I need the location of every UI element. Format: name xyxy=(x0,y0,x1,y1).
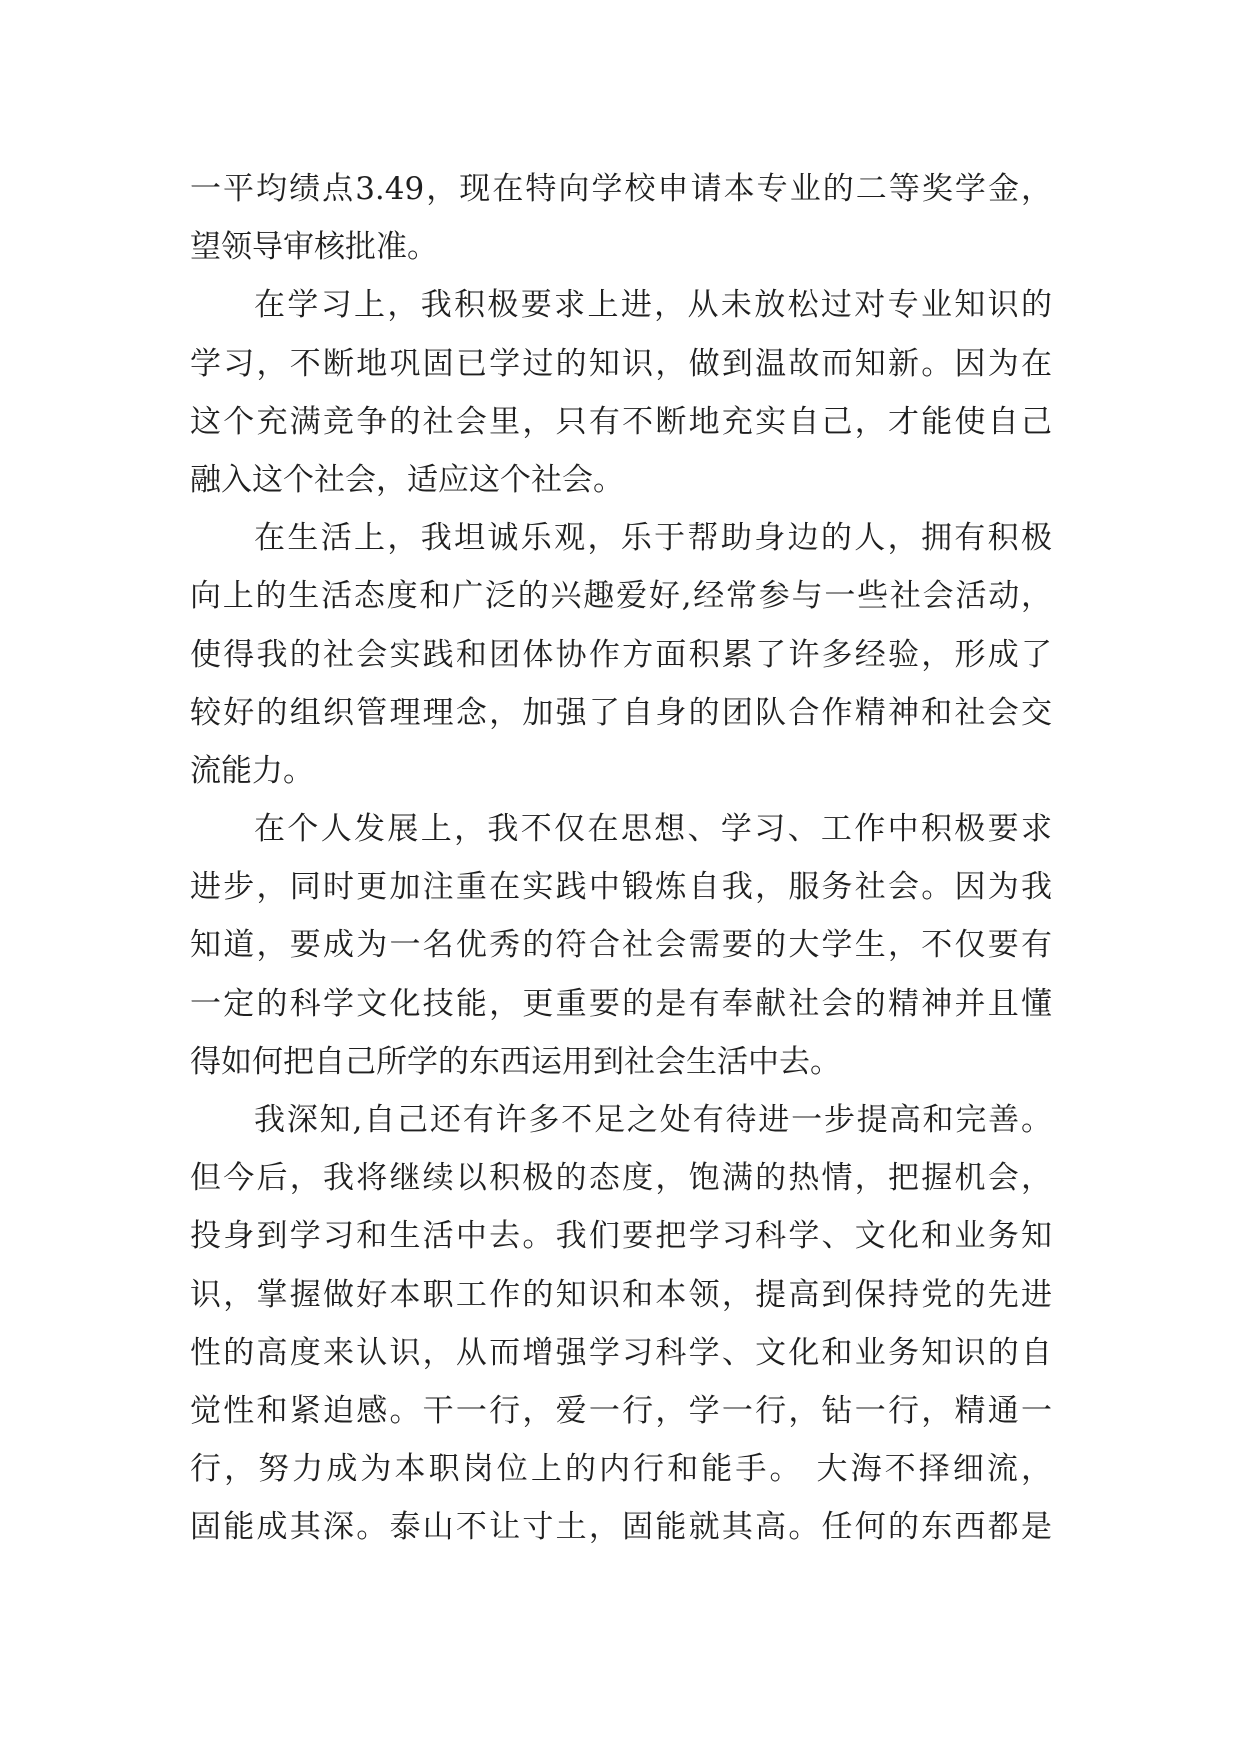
text-line: 使得我的社会实践和团体协作方面积累了许多经验，形成了 xyxy=(190,636,1052,673)
text-line: 在个人发展上，我不仅在思想、学习、工作中积极要求 xyxy=(254,811,1052,848)
text-line: 得如何把自己所学的东西运用到社会生活中去。 xyxy=(190,1043,841,1080)
text-line: 向上的生活态度和广泛的兴趣爱好,经常参与一些社会活动， xyxy=(190,578,1052,615)
text-line: 但今后，我将继续以积极的态度，饱满的热情，把握机会， xyxy=(190,1160,1052,1197)
text-line: 知道，要成为一名优秀的符合社会需要的大学生，不仅要有 xyxy=(190,927,1052,964)
text-line: 一平均绩点3.49，现在特向学校申请本专业的二等奖学金， xyxy=(190,171,1052,207)
text-line: 我深知,自己还有许多不足之处有待进一步提高和完善。 xyxy=(254,1102,1052,1138)
text-line: 流能力。 xyxy=(190,752,314,789)
text-line: 进步，同时更加注重在实践中锻炼自我，服务社会。因为我 xyxy=(190,869,1052,906)
text-line: 固能成其深。泰山不让寸土，固能就其高。任何的东西都是 xyxy=(190,1509,1052,1546)
text-line: 识，掌握做好本职工作的知识和本领，提高到保持党的先进 xyxy=(190,1276,1052,1313)
text-line: 在生活上，我坦诚乐观，乐于帮助身边的人，拥有积极 xyxy=(254,520,1052,557)
text-line: 行，努力成为本职岗位上的内行和能手。 大海不择细流， xyxy=(190,1451,1052,1488)
text-line: 较好的组织管理理念，加强了自身的团队合作精神和社会交 xyxy=(190,694,1052,731)
text-line: 投身到学习和生活中去。我们要把学习科学、文化和业务知 xyxy=(190,1218,1052,1255)
text-line: 这个充满竞争的社会里，只有不断地充实自己，才能使自己 xyxy=(190,403,1052,440)
text-line: 望领导审核批准。 xyxy=(190,229,438,266)
text-line: 在学习上，我积极要求上进，从未放松过对专业知识的 xyxy=(254,287,1052,324)
text-line: 学习，不断地巩固已学过的知识，做到温故而知新。因为在 xyxy=(190,345,1052,382)
body-text xyxy=(190,160,1052,1557)
text-line: 一定的科学文化技能，更重要的是有奉献社会的精神并且懂 xyxy=(190,985,1052,1022)
text-line: 融入这个社会，适应这个社会。 xyxy=(190,461,624,498)
text-line: 觉性和紧迫感。干一行，爱一行，学一行，钻一行，精通一 xyxy=(190,1392,1052,1429)
text-line: 性的高度来认识，从而增强学习科学、文化和业务知识的自 xyxy=(190,1334,1052,1371)
